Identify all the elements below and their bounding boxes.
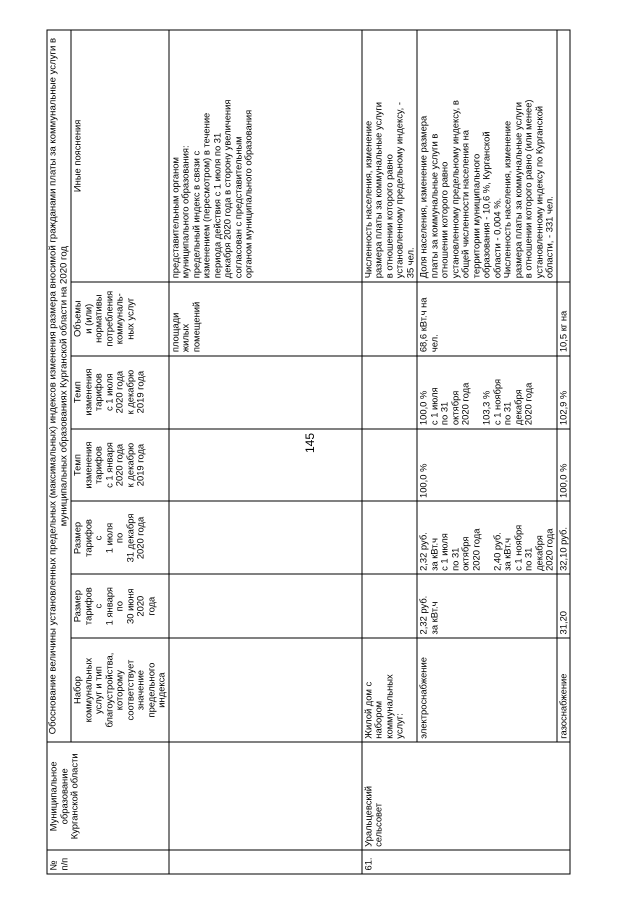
electricity-tariff-jan: 2,32 руб. за кВт.ч bbox=[417, 574, 557, 638]
row-num: 61. bbox=[362, 850, 571, 874]
table-row-61 bbox=[362, 30, 418, 874]
electricity-tariff-jul: 2,32 руб. за кВт.ч с 1 июля по 31 октября 2020 года 2,40 руб. за кВт.ч с 1 ноября по 31 декабря 2020 года bbox=[417, 502, 557, 575]
header-volumes: Объемы и (или) нормативы потребления коммуналь- ных услуг bbox=[71, 282, 169, 356]
header-notes: Иные пояснения bbox=[71, 30, 169, 282]
gas-name: газоснабжение bbox=[557, 638, 571, 742]
table-header-row bbox=[47, 30, 71, 874]
rotated-table-frame bbox=[47, 30, 575, 875]
gas-rate-jan: 100,0 % bbox=[557, 429, 571, 502]
header-municipality: Муниципальное образование Курганской области bbox=[47, 742, 169, 850]
table-row-continuation bbox=[169, 30, 362, 874]
electricity-volume: 68,6 кВт.ч на чел. bbox=[417, 282, 557, 356]
gas-tariff-jul: 32,10 руб. bbox=[557, 502, 571, 575]
header-main-title: Обоснование величины установленных предельных (максимальных) индексов изменения размера вносимой гражданами платы за коммунальные услуги в муниципальных образованиях Курганской области на 2020 год bbox=[47, 30, 71, 742]
electricity-rate-jan: 100,0 % bbox=[417, 429, 557, 502]
continuation-volumes: площади жилых помещений bbox=[169, 282, 362, 356]
header-tariff-jul: Размер тарифов с 1 июля по 31 декабря 2020 года bbox=[71, 502, 169, 575]
header-rate-jan: Темп изменения тарифов с 1 января 2020 года к декабрю 2019 года bbox=[71, 429, 169, 502]
row-municipality: Уральцевский сельсовет bbox=[362, 742, 571, 850]
row-set-services: Жилой дом с набором коммунальных услуг: bbox=[362, 638, 418, 742]
header-rate-jul: Темп изменения тарифов с 1 июля 2020 года к декабрю 2019 года bbox=[71, 356, 169, 429]
header-set-services: Набор коммунальных услуг и тип благоустройства, которому соответствует значение предельного индекса bbox=[71, 638, 169, 742]
header-num: № п/п bbox=[47, 850, 169, 874]
gas-tariff-jan: 31,20 bbox=[557, 574, 571, 638]
gas-rate-jul: 102,9 % bbox=[557, 356, 571, 429]
electricity-rate-jul: 100,0 % с 1 июля по 31 октября 2020 года 103,3 % с 1 ноября по 31 декабря 2020 года bbox=[417, 356, 557, 429]
row-notes-intro: Численность населения, изменение размера платы за коммунальные услуги в отношении которого равно установленному предельному индексу, - 35 чел. bbox=[362, 30, 418, 282]
tariff-index-table bbox=[47, 30, 571, 875]
electricity-name: электроснабжение bbox=[417, 638, 557, 742]
continuation-notes: представительным органом муниципального образования: предельный индекс в связи с изменением (пересмотром) в течение периода действия с 1 июля по 31 декабря 2020 года в сторону увеличения согласован с представительным органом муниципального образования bbox=[169, 30, 362, 282]
electricity-notes: Доля населения, изменение размера платы за коммунальные услуги в отношении которого равно установленному предельному индексу, в общей численности населения на территории муниципального образования - 10,6 %, Курганской области - 0,004 %. Численность населения, изменение размера платы за коммунальные услуги в отношении которого равно (или менее) установленному индексу по Курганской области, - 331 чел. bbox=[417, 30, 557, 282]
header-tariff-jan: Размер тарифов с 1 января по 30 июня 2020 года bbox=[71, 574, 169, 638]
page-number: 145 bbox=[303, 432, 318, 454]
gas-volume: 10,5 кг на bbox=[557, 282, 571, 356]
